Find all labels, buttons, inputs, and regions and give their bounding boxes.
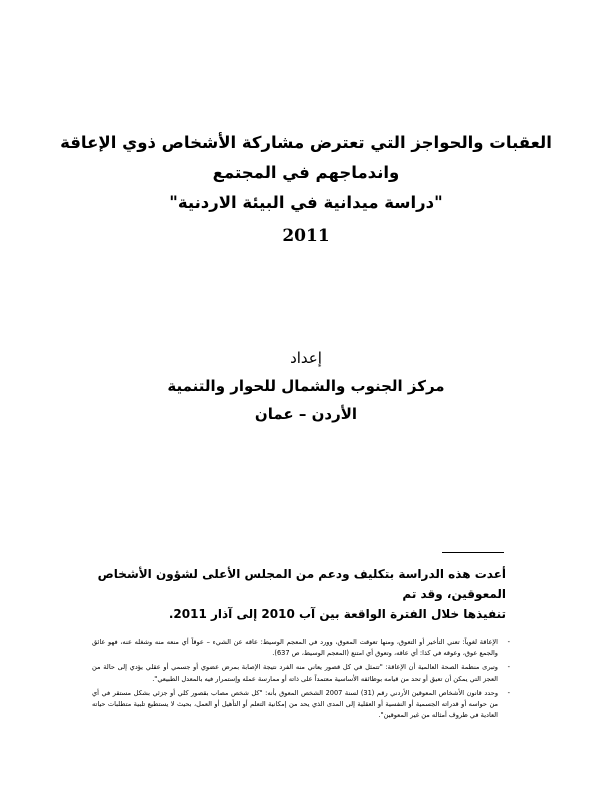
footnote-2-text: وتبرى منظمة الصحة العالمية أن الإعاقة: "تتمثل في كل قصور يعاني منه الفرد نتيجة الإصابة بمرض عضوي أو جسمي أو عقلي يؤدي إلى حالة من العجز التي يمكن أن تعيق أو تحد من قيامه بوظائفه الأساسية معتمداً على ذاته أو ممارسة عمله وإستمرار فيه بالمعدل الطبيعي". (92, 663, 498, 683)
footnote-separator (442, 552, 504, 553)
footnote-1-dash: - (507, 638, 510, 646)
preparation-block (60, 344, 552, 428)
title-year: 2011 (282, 226, 330, 246)
commission-note (96, 564, 506, 624)
footnote-2-dash: - (507, 663, 510, 672)
footnotes (92, 637, 510, 724)
footnote-2 (92, 662, 510, 684)
organization-location: الأردن – عمان (254, 405, 358, 423)
organization-name: مركز الجنوب والشمال للحوار والتنمية (167, 377, 445, 395)
title-block (60, 128, 552, 248)
commission-note-line-2: تنفيذها خلال الفترة الواقعة بين آب 2010 إلى آذار 2011. (168, 607, 506, 621)
footnote-3-dash: - (507, 688, 510, 697)
footnote-3 (92, 688, 510, 722)
commission-note-line-1: أعدت هذه الدراسة بتكليف ودعم من المجلس الأعلى لشؤون الأشخاص المعوقين، وقد تم (97, 567, 506, 601)
title-line-2: واندماجهم في المجتمع (212, 163, 400, 182)
footnote-3-text: وحدد قانون الأشخاص المعوقين الأردني رقم (31) لسنة 2007 الشخص المعوق بأنه: "كل شخص مصاب بقصور كلي أو جزئي بشكل مستقر في أي من حواسه أو قدراته الجسمية أو النفسية أو العقلية إلى المدى الذي يحد من إمكانية التعلم أو التأهيل أو العمل، بحيث لا يستطيع تلبية متطلبات حياته العادية في ظروف أمثاله من غير المعوقين". (92, 688, 499, 720)
title-line-3: "دراسة ميدانية في البيئة الاردنية" (169, 193, 443, 212)
footnote-1-text: الإعاقة لغوياً: تعني التأخير أو التعوق، ومنها تعوقت المعوق، وورد في المعجم الوسيط: عاقه عن الشيء – عوقاً أي منعه منه وشغله عنه، فهو عائق والجمع عوق، وعوقه في كذا: أي عاقه، وتعوق أي امتنع (المعجم الوسيط، ص 637). (92, 638, 498, 658)
title-line-1: العقبات والحواجز التي تعترض مشاركة الأشخاص ذوي الإعاقة (60, 133, 552, 152)
prepared-by-label: إعداد (290, 349, 322, 367)
footnote-1 (92, 637, 510, 659)
